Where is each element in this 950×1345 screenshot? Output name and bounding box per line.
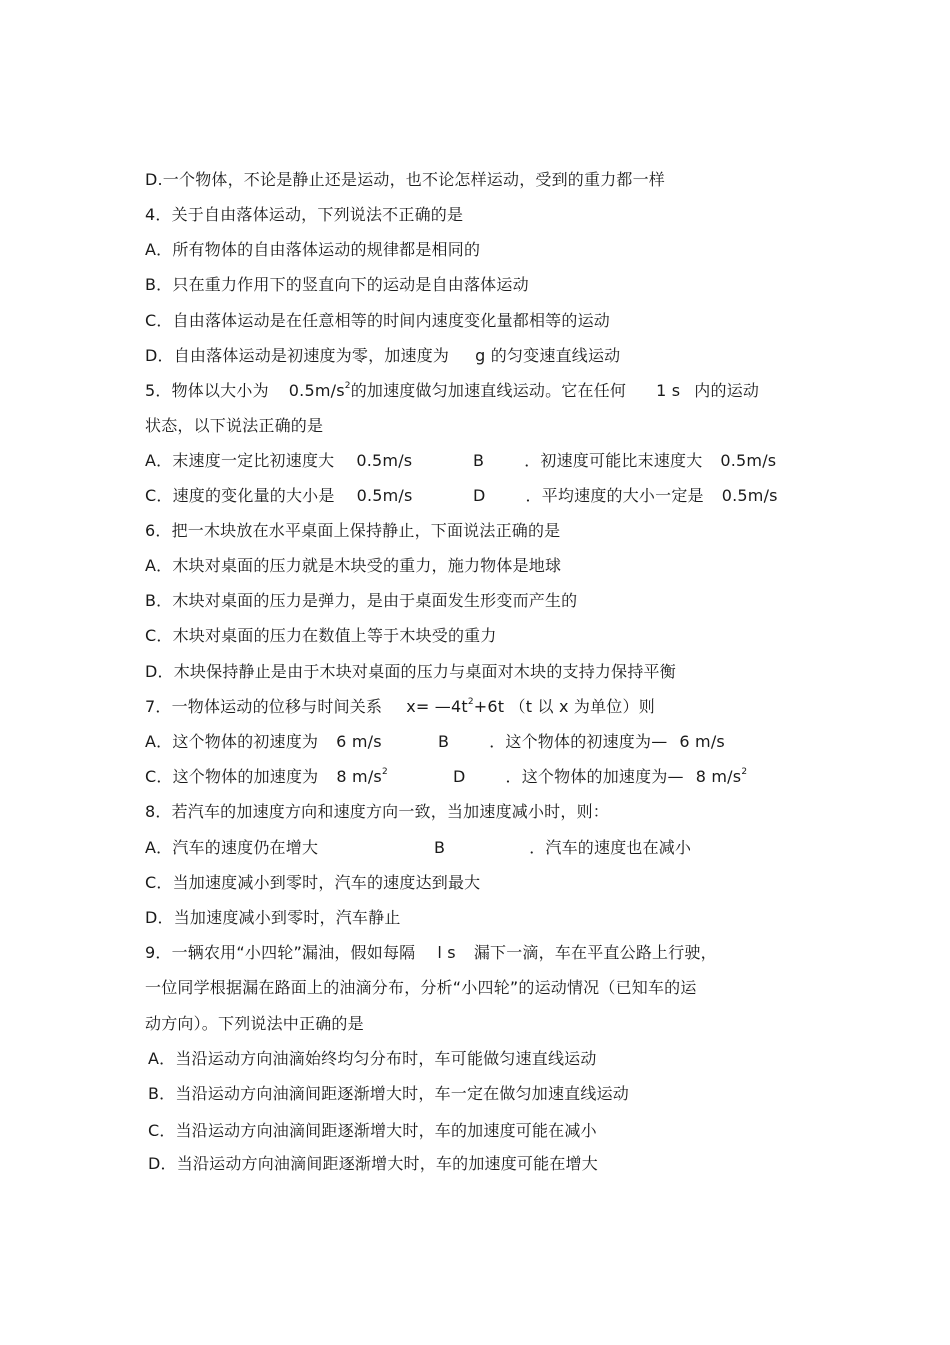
- q7-exponent: 2: [467, 697, 474, 707]
- q9-option-a-text: A．当沿运动方向油滴始终均匀分布时，车可能做匀速直线运动: [148, 1049, 597, 1068]
- q9-option-b: [148, 1084, 629, 1104]
- text-line: [145, 170, 665, 190]
- q9-stem-continued-2: [145, 1014, 364, 1034]
- q7-option-d: [453, 767, 747, 787]
- q5-options-cd: [145, 486, 778, 506]
- q5-stem-continued: [145, 416, 323, 436]
- question-6-stem: 6．把一木块放在水平桌面上保持静止，下面说法正确的是: [145, 521, 561, 540]
- question-7: [145, 697, 655, 717]
- q4-option-d-tail: g 的匀变速直线运动: [475, 346, 621, 365]
- q7-option-c-text: C．这个物体的加速度为: [145, 767, 319, 786]
- q7-option-a-value: 6 m/s: [336, 732, 382, 751]
- q7-option-c-value: 8 m/s: [336, 767, 382, 786]
- q8-option-b-letter: B: [434, 838, 446, 857]
- question-8: [145, 802, 609, 822]
- q5-option-b-text: ．初速度可能比末速度大: [524, 451, 703, 470]
- q9-option-c: [148, 1121, 597, 1141]
- q5-option-b: [473, 451, 776, 471]
- q7-stem-part1: 7．一物体运动的位移与时间关系: [145, 697, 383, 716]
- q5-option-b-value: 0.5m/s: [720, 451, 777, 470]
- q8-option-a-text: A．汽车的速度仍在增大: [145, 838, 319, 857]
- q5-option-a-text: A．末速度一定比初速度大: [145, 451, 335, 470]
- q5-stem-part1: 5．物体以大小为: [145, 381, 269, 400]
- q6-option-b-text: B．木块对桌面的压力是弹力，是由于桌面发生形变而产生的: [145, 591, 578, 610]
- q4-option-c: [145, 311, 610, 331]
- q5-option-d-value: 0.5m/s: [721, 486, 778, 505]
- q5-option-d-letter: D: [473, 486, 486, 505]
- q7-option-b-value: 6 m/s: [679, 732, 725, 751]
- q9-option-d-text: D．当沿运动方向油滴间距逐渐增大时，车的加速度可能在增大: [148, 1154, 598, 1173]
- q5-stem-part4: 状态，以下说法正确的是: [145, 416, 324, 435]
- q5-stem-part2: 的加速度做匀加速直线运动。它在任何: [350, 381, 627, 400]
- q7-options-ab: [145, 732, 725, 752]
- q7-option-b-letter: B: [438, 732, 450, 751]
- q4-option-b: [145, 275, 529, 295]
- question-4-stem: 4．关于自由落体运动，下列说法不正确的是: [145, 205, 464, 224]
- q4-option-c-text: C．自由落体运动是在任意相等的时间内速度变化量都相等的运动: [145, 311, 610, 330]
- q9-option-d: [148, 1154, 598, 1174]
- q7-option-b: [438, 732, 725, 752]
- question-9: [145, 943, 717, 963]
- q9-stem-part1: 9．一辆农用“小四轮”漏油，假如每隔: [145, 943, 416, 962]
- q8-option-b: [434, 838, 691, 858]
- q6-option-a: [145, 556, 561, 576]
- q6-option-d: [145, 662, 676, 682]
- question-6: [145, 521, 560, 541]
- q9-option-b-text: B．当沿运动方向油滴间距逐渐增大时，车一定在做匀加速直线运动: [148, 1084, 629, 1103]
- question-4: [145, 205, 463, 225]
- q4-option-a-text: A．所有物体的自由落体运动的规律都是相同的: [145, 240, 481, 259]
- q9-stem-part2: 漏下一滴，车在平直公路上行驶，: [473, 943, 717, 962]
- q5-option-c-text: C．速度的变化量的大小是: [145, 486, 335, 505]
- q5-exponent: 2: [344, 381, 351, 391]
- q9-option-c-text: C．当沿运动方向油滴间距逐渐增大时，车的加速度可能在减小: [148, 1121, 597, 1140]
- question-8-stem: 8．若汽车的加速度方向和速度方向一致，当加速度减小时，则：: [145, 802, 609, 821]
- q5-stem-part3: 内的运动: [694, 381, 760, 400]
- q5-accel-value: 0.5m/s: [288, 381, 345, 400]
- q6-option-a-text: A．木块对桌面的压力就是木块受的重力，施力物体是地球: [145, 556, 562, 575]
- q9-stem-part3: 一位同学根据漏在路面上的油滴分布，分析“小四轮”的运动情况（已知车的运: [145, 978, 697, 997]
- q8-option-d-text: D．当加速度减小到零时，汽车静止: [145, 908, 401, 927]
- q7-option-d-exponent: 2: [741, 767, 748, 777]
- q7-stem-part2: +6t （t 以 x 为单位）则: [473, 697, 655, 716]
- q9-interval: l s: [437, 943, 456, 962]
- q7-option-c-exponent: 2: [381, 767, 388, 777]
- q7-options-cd: [145, 767, 748, 787]
- q7-equation: x= —4t: [406, 697, 468, 716]
- q7-option-a-text: A．这个物体的初速度为: [145, 732, 319, 751]
- q6-option-d-text: D．木块保持静止是由于木块对桌面的压力与桌面对木块的支持力保持平衡: [145, 662, 676, 681]
- q9-stem-continued-1: [145, 978, 697, 998]
- q6-option-c-text: C．木块对桌面的压力在数值上等于木块受的重力: [145, 626, 497, 645]
- q7-option-d-text: ．这个物体的加速度为—: [505, 767, 684, 786]
- q8-option-c-text: C．当加速度减小到零时，汽车的速度达到最大: [145, 873, 481, 892]
- q5-option-c-value: 0.5m/s: [356, 486, 413, 505]
- q5-option-d-text: ．平均速度的大小一定是: [525, 486, 704, 505]
- question-5: [145, 381, 759, 401]
- q4-option-b-text: B．只在重力作用下的竖直向下的运动是自由落体运动: [145, 275, 529, 294]
- q8-option-d: [145, 908, 401, 928]
- q5-options-ab: [145, 451, 777, 471]
- q5-option-b-letter: B: [473, 451, 485, 470]
- q7-option-d-letter: D: [453, 767, 466, 786]
- q4-option-d-text: D．自由落体运动是初速度为零，加速度为: [145, 346, 450, 365]
- q5-option-d: [473, 486, 778, 506]
- q9-option-a: [148, 1049, 597, 1069]
- option-d-prev: D.一个物体，不论是静止还是运动，也不论怎样运动，受到的重力都一样: [145, 170, 666, 189]
- q8-option-b-text: ．汽车的速度也在减小: [529, 838, 692, 857]
- q8-option-c: [145, 873, 480, 893]
- q9-stem-part4: 动方向）。下列说法中正确的是: [145, 1014, 364, 1033]
- q5-option-a-value: 0.5m/s: [356, 451, 413, 470]
- q6-option-c: [145, 626, 497, 646]
- q7-option-d-value: 8 m/s: [695, 767, 742, 786]
- q4-option-d: [145, 346, 620, 366]
- q7-option-b-text: ．这个物体的初速度为—: [489, 732, 668, 751]
- q5-time: 1 s: [656, 381, 681, 400]
- q8-options-ab: [145, 838, 692, 858]
- q4-option-a: [145, 240, 480, 260]
- q6-option-b: [145, 591, 577, 611]
